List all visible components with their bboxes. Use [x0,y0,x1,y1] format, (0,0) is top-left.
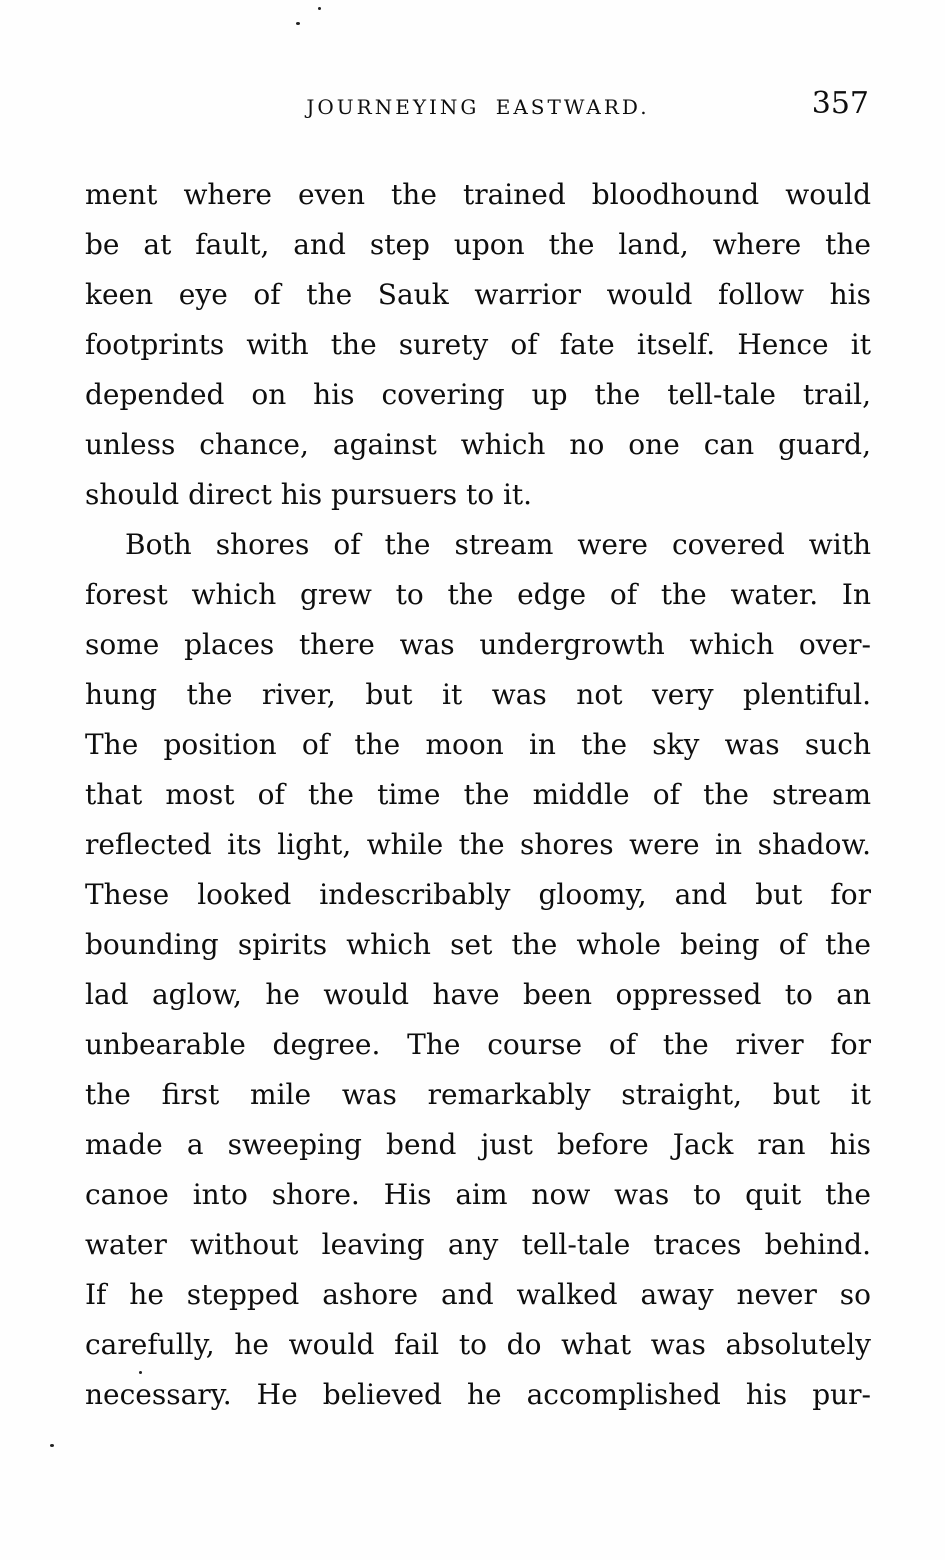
text-line: canoe into shore. His aim now was to quit the [85,1178,871,1211]
text-line: Both shores of the stream were covered with [125,528,871,561]
text-line: that most of the time the middle of the stream [85,778,871,811]
text-line: forest which grew to the edge of the water. In [85,578,871,611]
text-line: some places there was undergrowth which over- [85,628,871,661]
text-line: the first mile was remarkably straight, but it [85,1078,871,1111]
text-line: necessary. He believed he accomplished his pur- [85,1378,871,1411]
text-line: ment where even the trained bloodhound would [85,178,871,211]
scan-speck [296,22,300,25]
text-line: carefully, he would fail to do what was absolutely [85,1328,871,1361]
text-line: lad aglow, he would have been oppressed to an [85,978,871,1011]
text-line: water without leaving any tell-tale traces behind. [85,1228,871,1261]
page-content [85,88,871,1420]
text-line: unless chance, against which no one can guard, [85,428,871,461]
text-line: These looked indescribably gloomy, and but for [85,878,871,911]
page-number: 357 [811,86,869,121]
text-line: footprints with the surety of fate itself. Hence it [85,328,871,361]
text-line: hung the river, but it was not very plentiful. [85,678,871,711]
text-line: bounding spirits which set the whole being of the [85,928,871,961]
text-line: made a sweeping bend just before Jack ran his [85,1128,871,1161]
text-line: keen eye of the Sauk warrior would follow his [85,278,871,311]
scan-speck [318,7,321,10]
text-line: should direct his pursuers to it. [85,478,533,511]
text-line: If he stepped ashore and walked away never so [85,1278,871,1311]
scan-speck [50,1444,54,1447]
text-line: depended on his covering up the tell-tale trail, [85,378,871,411]
text-line: unbearable degree. The course of the river for [85,1028,871,1061]
text-line: reflected its light, while the shores were in shadow. [85,828,871,861]
text-line: be at fault, and step upon the land, where the [85,228,871,261]
running-title: JOURNEYING EASTWARD. [306,95,650,119]
text-line: The position of the moon in the sky was such [85,728,871,761]
page-header [85,88,871,126]
body-text [85,170,871,1420]
